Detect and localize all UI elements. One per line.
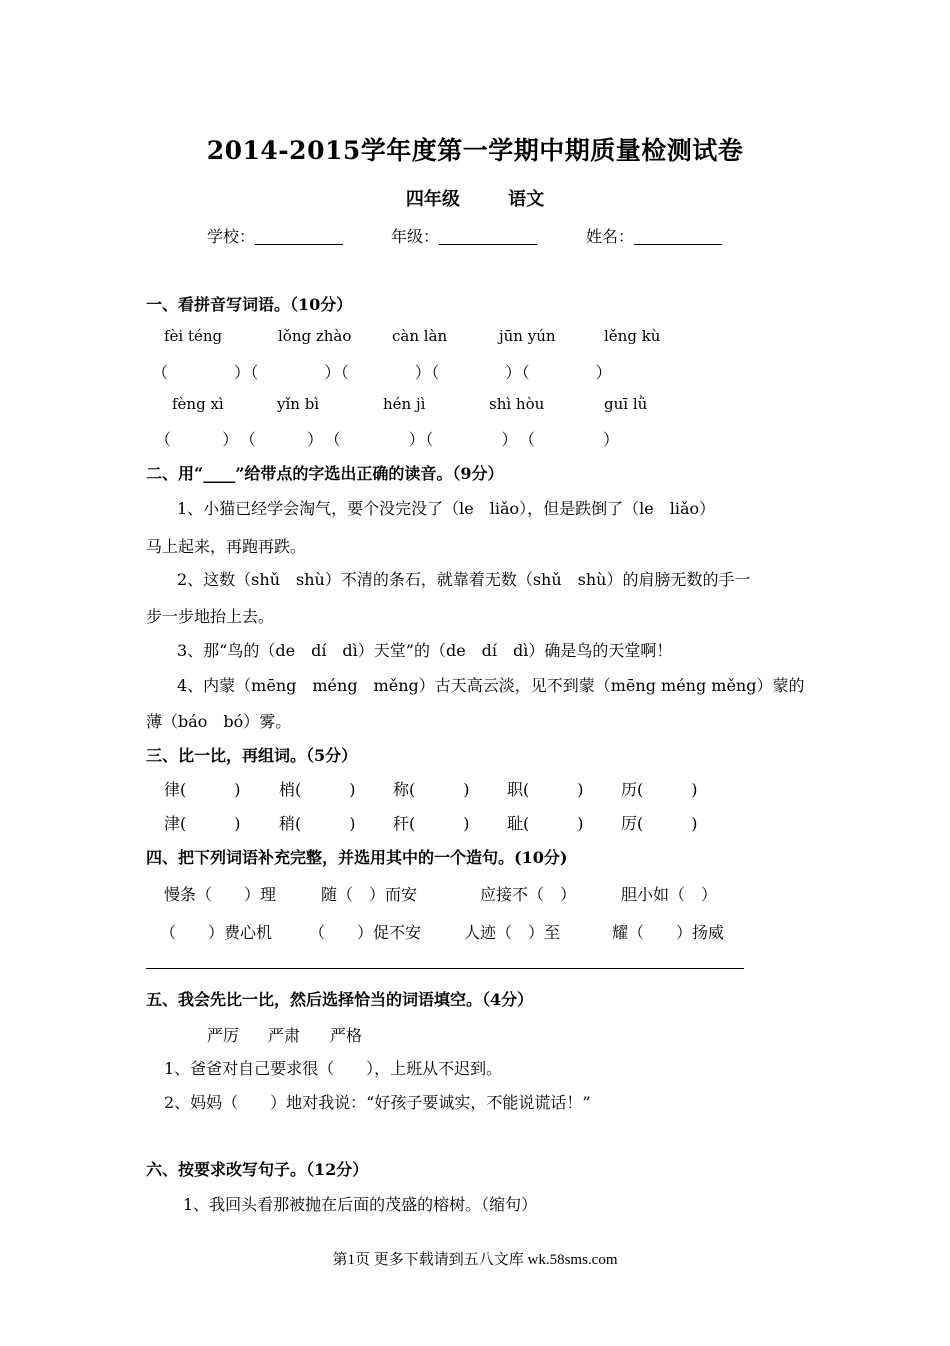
question-line: 1、小猫已经学会淘气，要个没完没了（le liǎo），但是跌倒了（le liǎo） — [177, 499, 716, 518]
idiom-item: 慢条（ ）理 — [164, 885, 277, 904]
compare-item: 称( ) — [393, 780, 470, 799]
grade-text: 四年级 — [405, 189, 460, 210]
grade-label: 年级： — [391, 227, 440, 246]
compare-item: 历( ) — [621, 780, 698, 799]
compare-item: 律( ) — [164, 780, 241, 799]
pinyin-item: jūn yún — [499, 327, 556, 345]
section-5-heading: 五、我会先比一比，然后选择恰当的词语填空。（4分） — [146, 990, 534, 1009]
school-field — [207, 224, 343, 247]
pinyin-item: fèng xì — [172, 395, 224, 413]
compare-item: 稍( ) — [279, 814, 356, 833]
question-line: 1、我回头看那被抛在后面的茂盛的榕树。（缩句） — [183, 1195, 538, 1214]
school-blank[interactable] — [255, 228, 343, 245]
pinyin-item: càn làn — [392, 327, 448, 345]
sentence-answer-line[interactable] — [146, 968, 744, 969]
subtitle — [0, 185, 950, 211]
section-2-heading: 二、用“____”给带点的字选出正确的读音。（9分） — [146, 464, 504, 483]
compare-item: 厉( ) — [621, 814, 698, 833]
question-line: 1、爸爸对自己要求很（ ），上班从不迟到。 — [164, 1059, 503, 1078]
pinyin-item: shì hòu — [489, 395, 545, 413]
question-line: 4、内蒙（mēng méng měng）古天高云淡，见不到蒙（mēng méng měng）蒙的 — [177, 676, 805, 695]
pinyin-item: yǐn bì — [277, 395, 320, 413]
pinyin-item: lǒng zhào — [278, 327, 352, 345]
question-line: 2、妈妈（ ）地对我说：“好孩子要诚实，不能说谎话！” — [164, 1093, 591, 1112]
subject-text: 语文 — [508, 189, 545, 210]
idiom-item: （ ）费心机 — [160, 923, 273, 942]
question-line: 3、那“鸟的（de dí dì）天堂”的（de dí dì）确是鸟的天堂啊！ — [177, 641, 673, 660]
section-1-heading: 一、看拼音写词语。（10分） — [146, 295, 353, 314]
pinyin-item: fèi téng — [164, 327, 223, 345]
compare-item: 秆( ) — [393, 814, 470, 833]
compare-item: 津( ) — [164, 814, 241, 833]
name-field — [586, 224, 722, 247]
page-footer: 第1页 更多下载请到五八文库 wk.58sms.com — [332, 1252, 618, 1268]
compare-item: 耻( ) — [507, 814, 584, 833]
pinyin-item: guī lǜ — [604, 395, 648, 413]
idiom-item: 随（ ）而安 — [321, 885, 418, 904]
page-title: 2014-2015学年度第一学期中期质量检测试卷 — [206, 136, 744, 165]
question-line: 2、这数（shǔ shù）不清的条石，就靠着无数（shǔ shù）的肩膀无数的手一 — [177, 570, 751, 589]
question-line: 薄（báo bó）雾。 — [146, 712, 292, 731]
word-choice: 严肃 — [268, 1026, 301, 1045]
school-label: 学校： — [207, 227, 256, 246]
section-6-heading: 六、按要求改写句子。（12分） — [146, 1160, 369, 1179]
section-4-heading: 四、把下列词语补充完整，并选用其中的一个造句。(10分) — [146, 848, 568, 867]
question-line: 马上起来，再跑再跌。 — [146, 537, 307, 556]
name-label: 姓名： — [586, 227, 635, 246]
idiom-item: 应接不（ ） — [480, 885, 577, 904]
question-line: 步一步地抬上去。 — [146, 607, 275, 626]
idiom-item: 人迹（ ）至 — [464, 923, 561, 942]
answer-brackets-row: （ ）（ ）（ ）（ ）（ ） — [152, 363, 613, 382]
pinyin-item: lěng kù — [604, 327, 661, 345]
compare-item: 梢( ) — [279, 780, 356, 799]
grade-blank[interactable] — [439, 228, 537, 245]
compare-item: 职( ) — [507, 780, 584, 799]
grade-field — [391, 224, 537, 247]
word-choice: 严格 — [330, 1026, 363, 1045]
idiom-item: 胆小如（ ） — [621, 885, 718, 904]
idiom-item: （ ）促不安 — [309, 923, 422, 942]
idiom-item: 耀（ ）扬威 — [612, 923, 725, 942]
answer-brackets-row: （ ） （ ） （ ）（ ） （ ） — [155, 430, 620, 449]
section-3-heading: 三、比一比，再组词。（5分） — [146, 746, 358, 765]
pinyin-item: hén jì — [383, 395, 426, 413]
name-blank[interactable] — [634, 228, 722, 245]
word-choice: 严厉 — [207, 1026, 240, 1045]
